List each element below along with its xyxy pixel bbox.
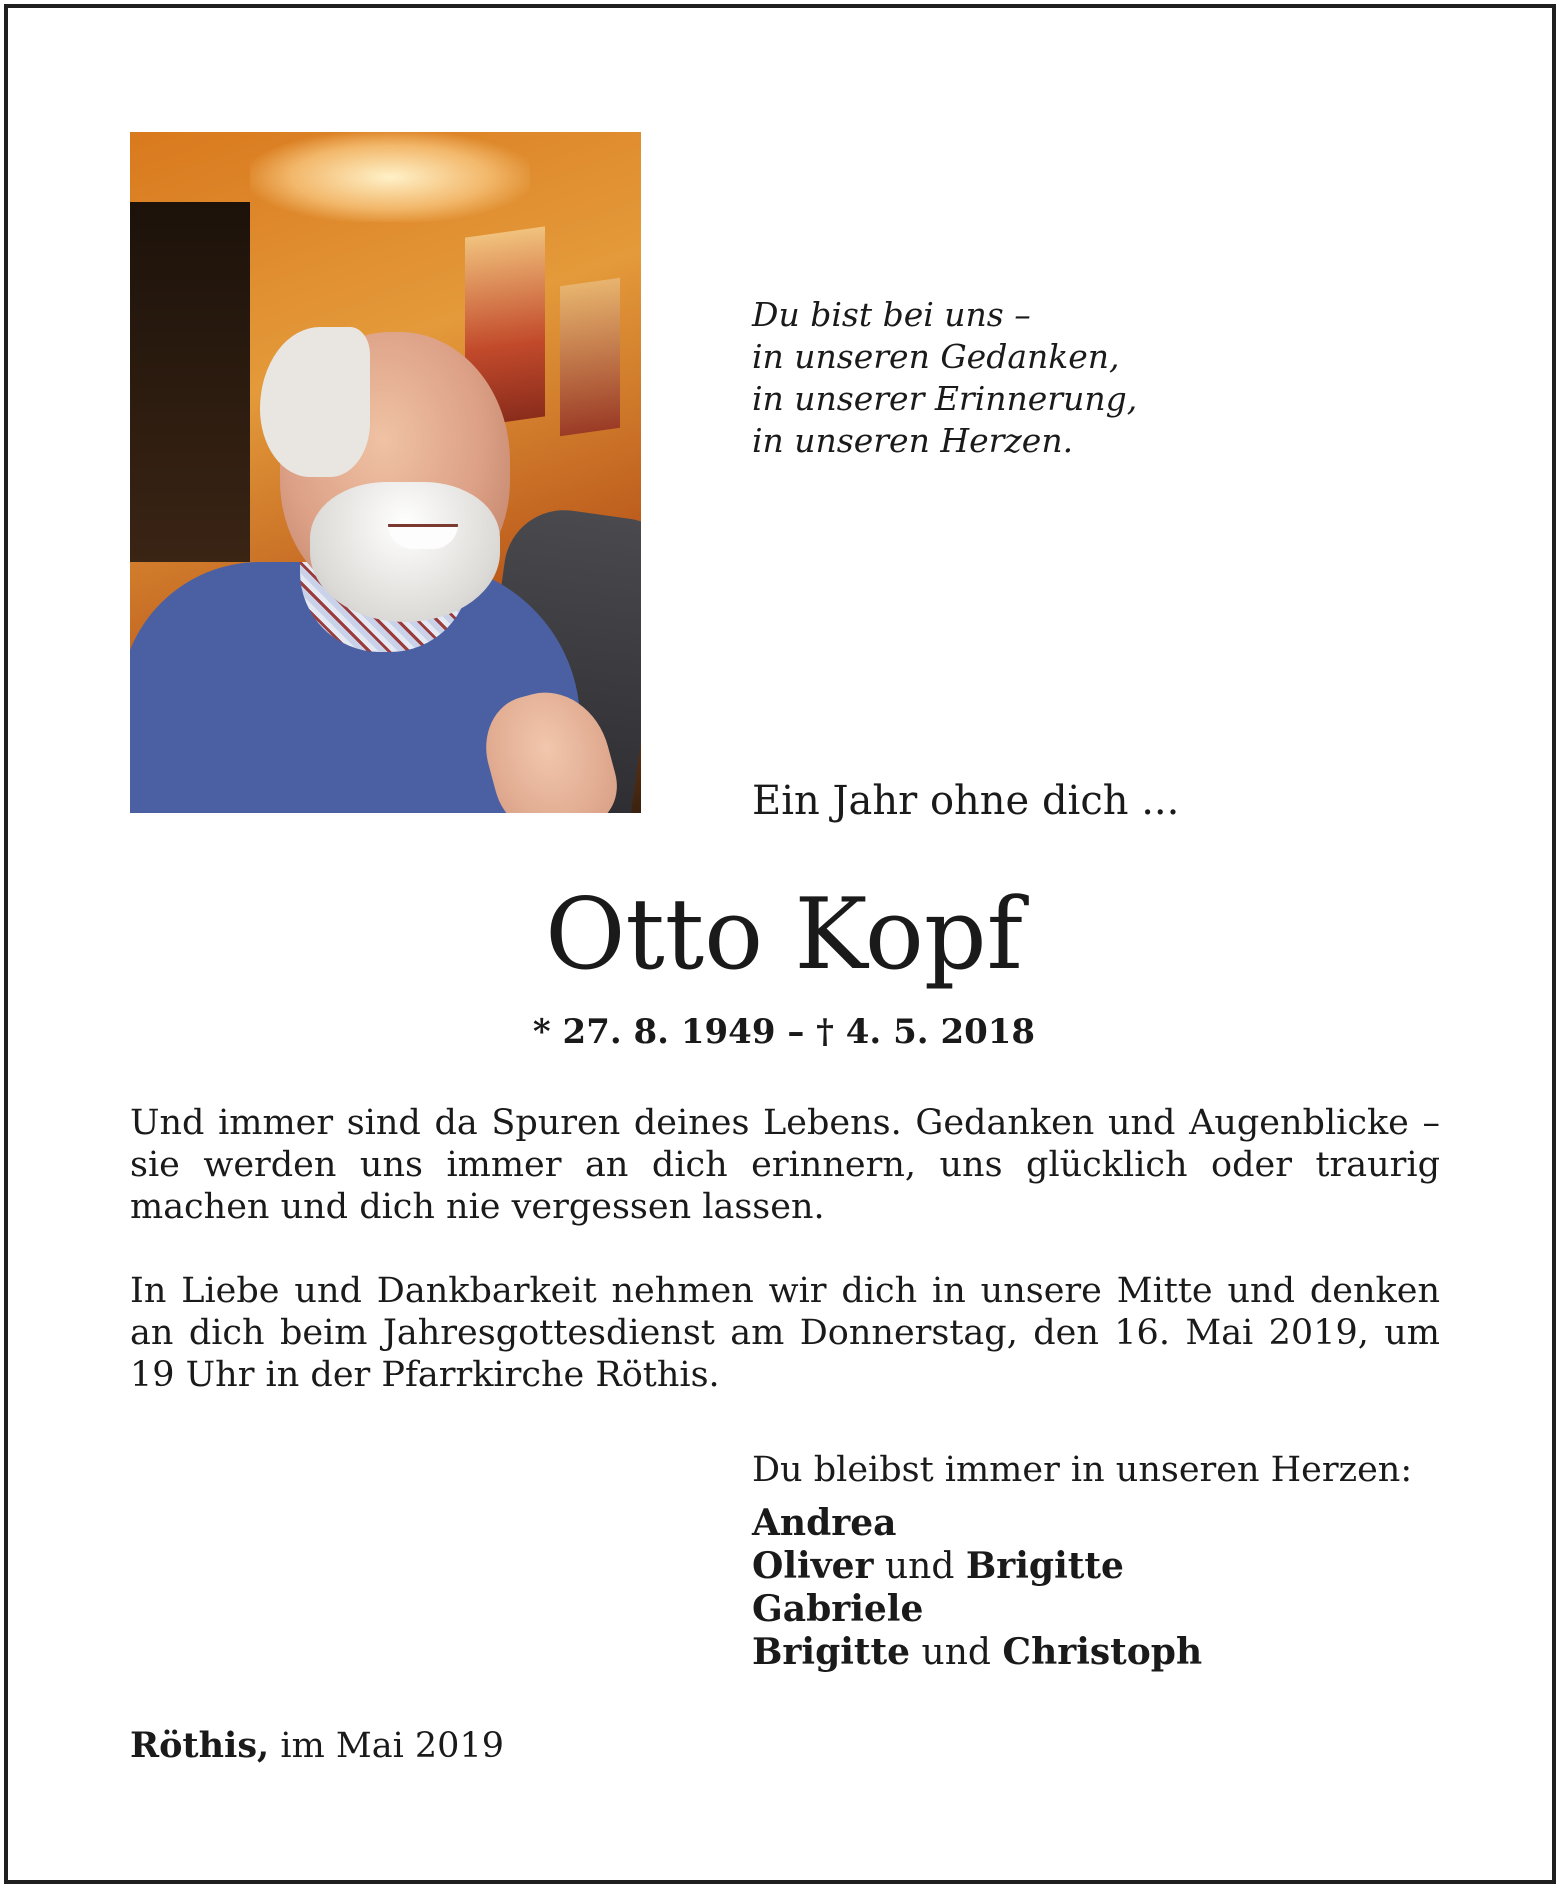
quote-line: in unseren Herzen. bbox=[752, 421, 1074, 460]
mourner-name: Christoph bbox=[1002, 1631, 1203, 1673]
closing-line: Du bleibst immer in unseren Herzen: bbox=[752, 1450, 1413, 1490]
mourner-name: Brigitte bbox=[965, 1545, 1124, 1587]
quote-line: Du bist bei uns – bbox=[752, 295, 1031, 334]
mourner-name: Gabriele bbox=[752, 1588, 924, 1630]
service-announcement: In Liebe und Dankbarkeit nehmen wir dich in unsere Mitte und denken an dich beim Jahresgottesdienst am Donnerstag, den 16. Mai 2019, um 19 Uhr in der Pfarrkirche Röthis. bbox=[130, 1271, 1440, 1395]
life-dates: * 27. 8. 1949 – † 4. 5. 2018 bbox=[532, 1012, 1036, 1052]
mourner-line bbox=[752, 1502, 1202, 1545]
place-name: Röthis, bbox=[130, 1725, 270, 1766]
quote-line: in unserer Erinnerung, bbox=[752, 379, 1138, 418]
mourners-list bbox=[752, 1502, 1202, 1674]
mourner-line bbox=[752, 1631, 1202, 1674]
memorial-paragraph: Und immer sind da Spuren deines Lebens. Gedanken und Augenblicke – sie werden uns immer an dich erinnern, uns glücklich oder traurig machen und dich nie vergessen lassen. bbox=[130, 1103, 1440, 1227]
mourner-name: Andrea bbox=[752, 1502, 897, 1544]
memorial-quote bbox=[752, 294, 1137, 462]
place-and-date bbox=[130, 1724, 504, 1768]
photo-hair bbox=[260, 327, 370, 477]
mourner-name: Oliver bbox=[752, 1545, 874, 1587]
photo-dark-wall bbox=[130, 202, 250, 562]
deceased-name: Otto Kopf bbox=[545, 878, 1023, 992]
portrait-photo bbox=[130, 132, 641, 813]
mourner-name: Brigitte bbox=[752, 1631, 911, 1673]
photo-wall-painting-2 bbox=[560, 278, 620, 436]
quote-line: in unseren Gedanken, bbox=[752, 337, 1120, 376]
intro-line: Ein Jahr ohne dich ... bbox=[752, 778, 1180, 824]
mourner-line bbox=[752, 1588, 1202, 1631]
notice-date: im Mai 2019 bbox=[280, 1726, 504, 1766]
mourner-line bbox=[752, 1545, 1202, 1588]
mourner-connector: und bbox=[921, 1632, 991, 1673]
photo-beard bbox=[310, 482, 500, 622]
photo-lamp-glow bbox=[250, 132, 530, 222]
mourner-connector: und bbox=[884, 1546, 955, 1587]
